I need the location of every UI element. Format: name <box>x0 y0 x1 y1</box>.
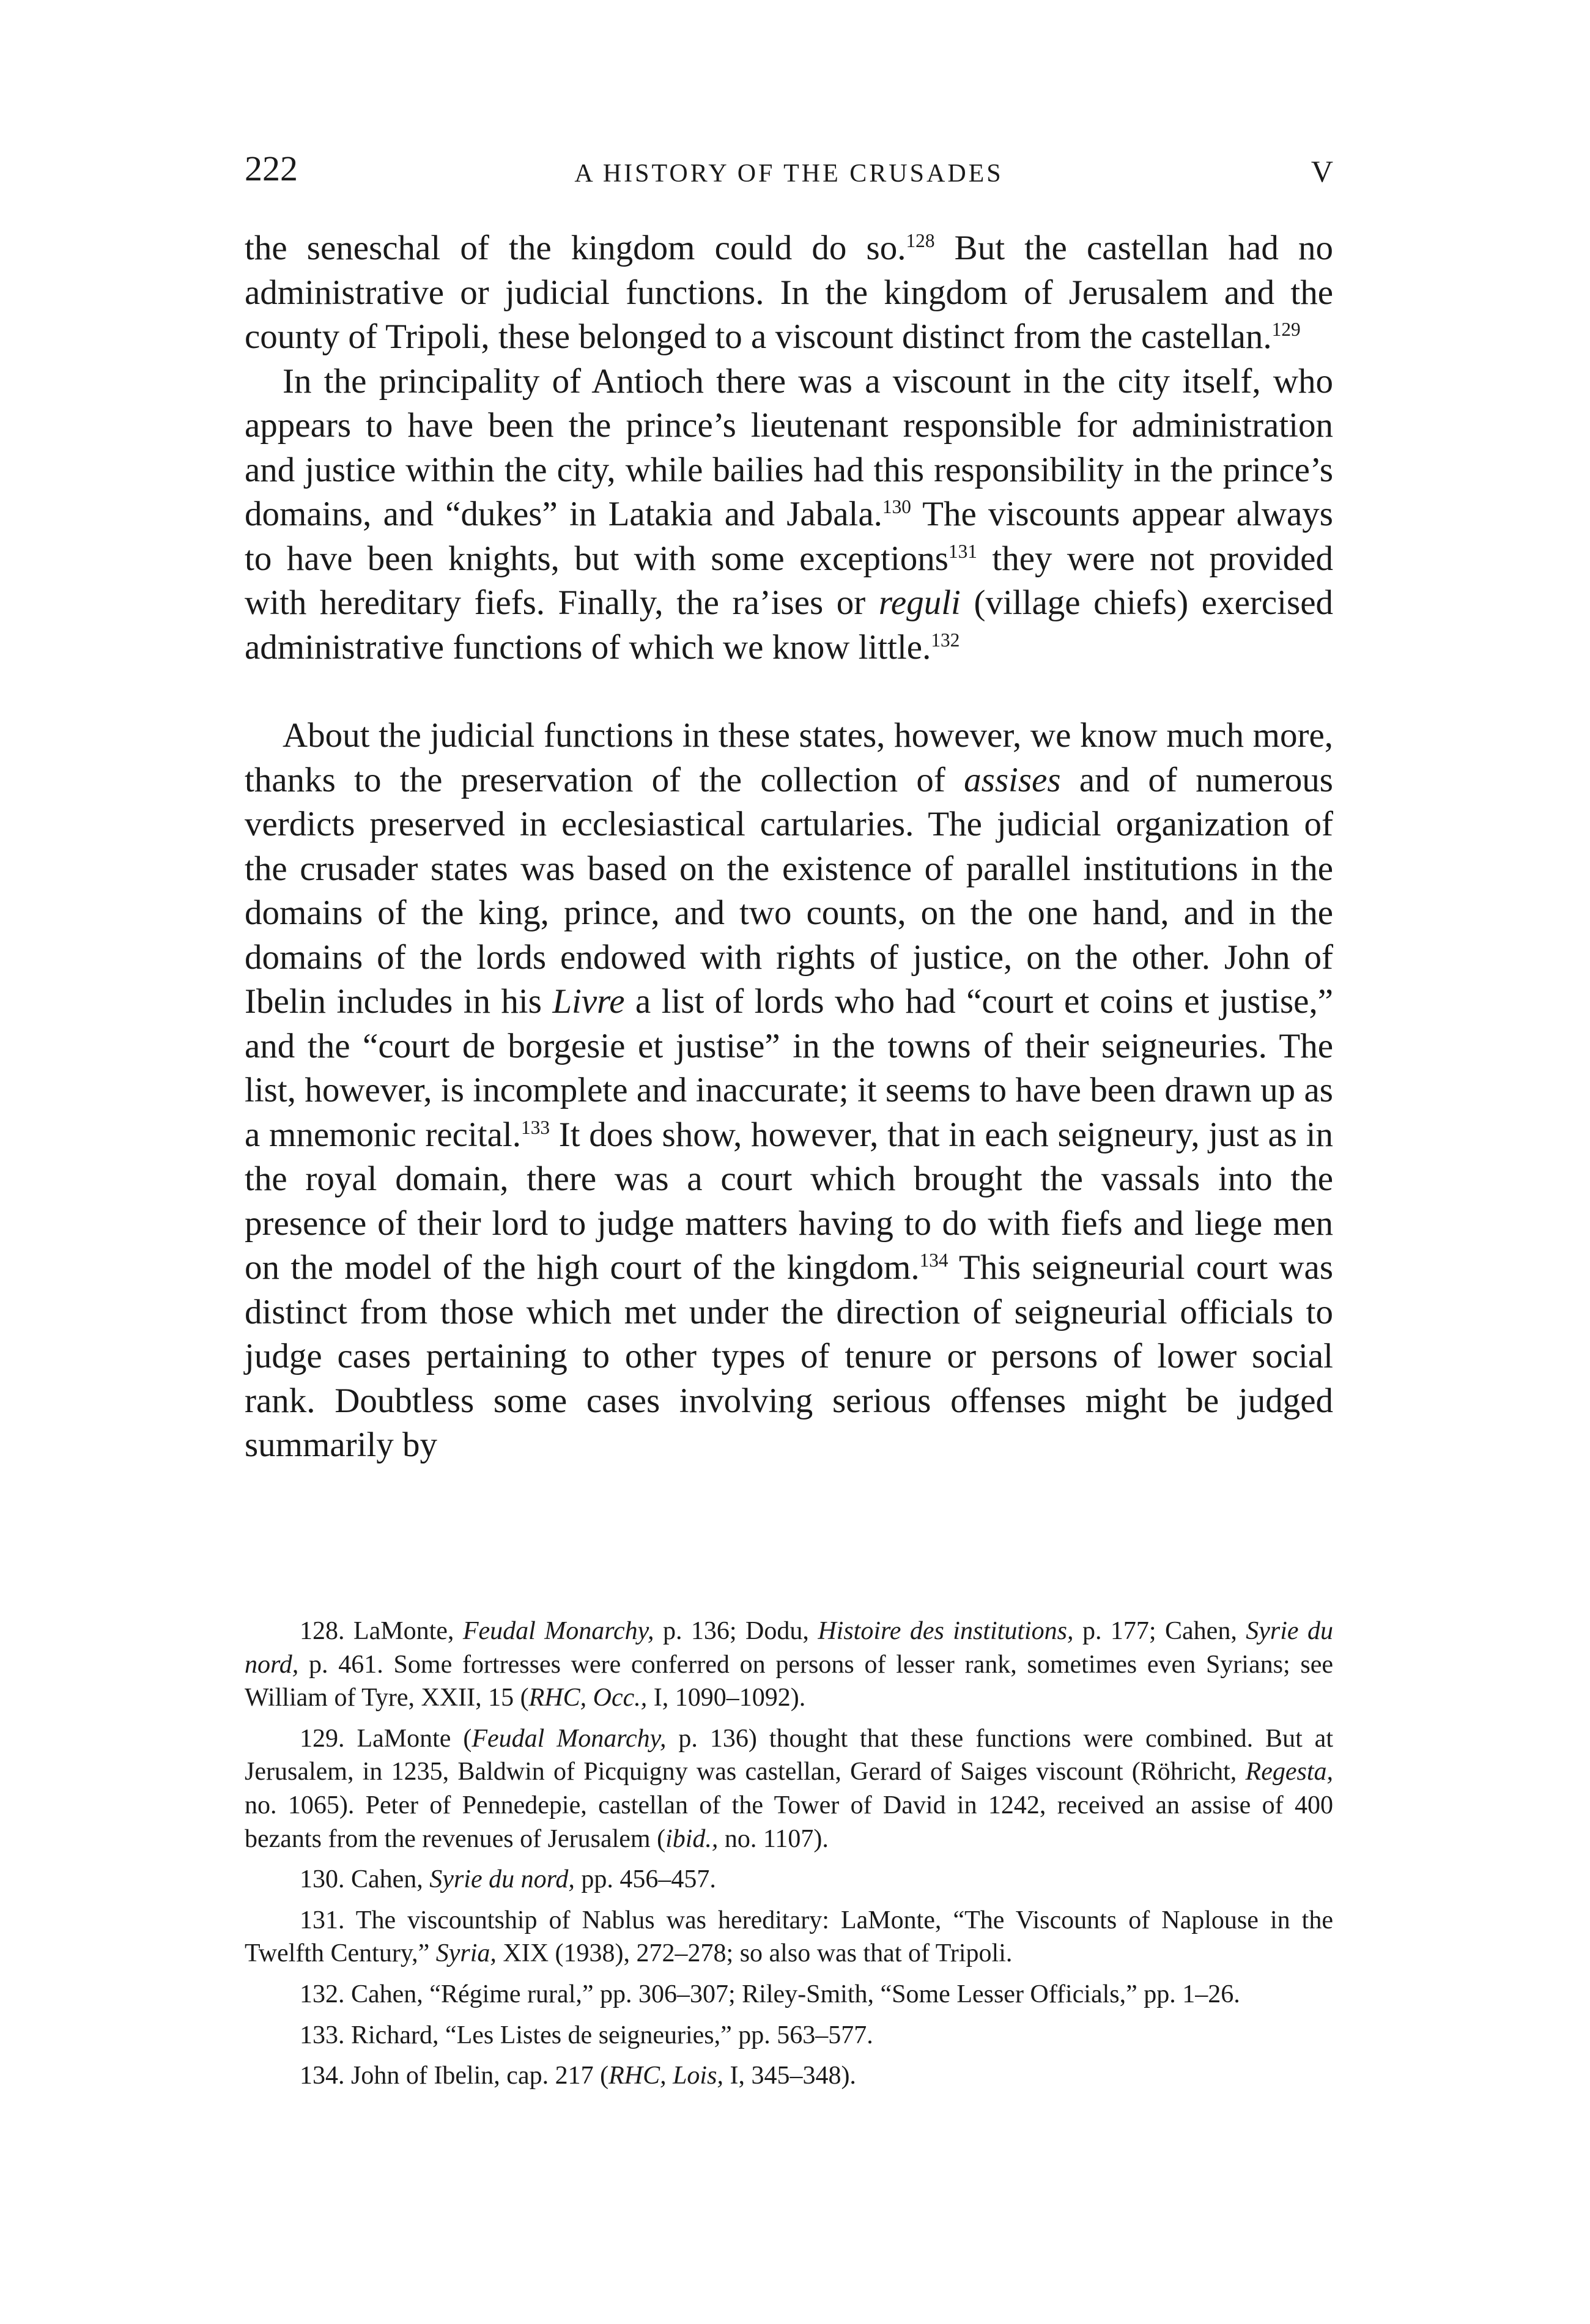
footnote-ref-129: 129 <box>1271 319 1301 340</box>
text-run: the seneschal of the kingdom could do so. <box>245 229 906 267</box>
running-header <box>245 144 1333 193</box>
text-run: 131. The viscountship of Nablus was hereditary: LaMonte, “The Viscounts of Naplouse in the Twelfth Century,” <box>245 1906 1333 1968</box>
italic-title: RHC, Occ., <box>528 1684 648 1712</box>
italic-title: Syrie du nord, <box>429 1865 575 1894</box>
text-run: XIX (1938), 272–278; so also was that of Tripoli. <box>496 1939 1013 1968</box>
running-title: A HISTORY OF THE CRUSADES <box>574 160 1004 188</box>
text-run: p. 461. Some fortresses were conferred on persons of lesser rank, sometimes even Syrians; see William of Tyre, XXII, 15 ( <box>245 1650 1333 1712</box>
text-run: 134. John of Ibelin, cap. 217 ( <box>300 2062 609 2090</box>
footnote-130 <box>245 1863 1333 1897</box>
footnote-ref-133: 133 <box>521 1116 550 1138</box>
italic-title: Syria, <box>435 1939 497 1968</box>
text-run: The viscounts appear always to have been knights, but with some exceptions <box>245 495 1333 578</box>
footnote-133 <box>245 2019 1333 2052</box>
footnote-134 <box>245 2059 1333 2093</box>
footnote-ref-134: 134 <box>919 1249 948 1271</box>
text-run: p. 177; Cahen, <box>1073 1617 1246 1645</box>
text-run: a list of lords who had “court et coins et justise,” and the “court de borgesie et justise” in the towns of their seigneuries. The list, however, is incomplete and inaccurate; it seems to have been drawn up as a mnemonic recital. <box>245 982 1333 1154</box>
paragraph-antioch <box>245 360 1333 670</box>
italic-title: Regesta, <box>1245 1758 1333 1786</box>
footnote-132 <box>245 1978 1333 2011</box>
footnote-ref-130: 130 <box>882 496 911 517</box>
text-run: 130. Cahen, <box>300 1865 430 1894</box>
volume-number: V <box>1311 154 1333 188</box>
main-text <box>245 226 1333 1468</box>
text-run: no. 1107). <box>718 1824 829 1853</box>
italic-title: Feudal Monarchy, <box>462 1617 654 1645</box>
footnote-131 <box>245 1904 1333 1971</box>
footnote-129 <box>245 1722 1333 1856</box>
text-run: (village chiefs) exercised administrative functions of which we know little. <box>245 583 1333 667</box>
text-run: 132. Cahen, “Régime rural,” pp. 306–307; Riley-Smith, “Some Lesser Officials,” pp. 1–26. <box>300 1980 1240 2008</box>
paragraph-judicial <box>245 714 1333 1468</box>
italic-title: Feudal Monarchy, <box>471 1724 667 1753</box>
italic-title: Syrie du nord, <box>245 1617 1334 1679</box>
paragraph-seneschal <box>245 226 1333 360</box>
text-run: But the castellan had no administrative or judicial functions. In the kingdom of Jerusalem and the county of Tripoli, these belonged to a viscount distinct from the castellan. <box>245 229 1333 356</box>
text-run: p. 136) thought that these functions were combined. But at Jerusalem, in 1235, Baldwin of Picquigny was castellan, Gerard of Saiges viscount (Röhricht, <box>245 1724 1333 1786</box>
italic-term: assises <box>964 760 1061 799</box>
text-run: I, 1090–1092). <box>647 1684 806 1712</box>
text-run: they were not provided with hereditary fiefs. Finally, the ra’ises or <box>245 539 1333 622</box>
italic-title: Histoire des institutions, <box>818 1617 1074 1645</box>
footnote-ref-132: 132 <box>931 629 960 651</box>
italic-term: Livre <box>552 982 625 1021</box>
text-run: 133. Richard, “Les Listes de seigneuries,” pp. 563–577. <box>300 2021 873 2049</box>
text-run: pp. 456–457. <box>574 1865 716 1894</box>
footnote-ref-131: 131 <box>948 540 977 562</box>
text-run: 129. LaMonte ( <box>300 1724 472 1753</box>
text-run: In the principality of Antioch there was a viscount in the city itself, who appears to have been the prince’s lieutenant responsible for administration and justice within the city, while bailies had this responsibility in the prince’s domains, and “dukes” in Latakia and Jabala. <box>245 361 1333 533</box>
italic-title: ibid., <box>665 1824 719 1853</box>
text-run: I, 345–348). <box>723 2062 856 2090</box>
text-run: no. 1065). Peter of Pennedepie, castellan of the Tower of David in 1242, received an assise of 400 bezants from the revenues of Jerusalem ( <box>245 1791 1333 1853</box>
text-run: About the judicial functions in these states, however, we know much more, thanks to the preservation of the collection of <box>245 716 1333 799</box>
text-run: and of numerous verdicts preserved in ecclesiastical cartularies. The judicial organization of the crusader states was based on the existence of parallel institutions in the domains of the king, prince, and two counts, on the one hand, and in the domains of the lords endowed with rights of justice, on the other. John of Ibelin includes in his <box>245 760 1333 1021</box>
text-run: p. 136; Dodu, <box>654 1617 818 1645</box>
text-run: 128. LaMonte, <box>300 1617 463 1645</box>
text-run: This seigneurial court was distinct from those which met under the direction of seigneurial officials to judge cases pertaining to other types of tenure or persons of lower social rank. Doubtless some cases involving serious offenses might be judged summarily by <box>245 1248 1334 1464</box>
italic-title: RHC, Lois, <box>608 2062 723 2090</box>
footnote-128 <box>245 1615 1333 1715</box>
page-number: 222 <box>245 149 298 188</box>
text-run: It does show, however, that in each seigneury, just as in the royal domain, there was a court which brought the vassals into the presence of their lord to judge matters having to do with fiefs and liege men on the model of the high court of the kingdom. <box>245 1115 1334 1287</box>
italic-term: reguli <box>878 583 961 622</box>
footnotes <box>245 1615 1333 2100</box>
footnote-ref-128: 128 <box>906 230 935 251</box>
